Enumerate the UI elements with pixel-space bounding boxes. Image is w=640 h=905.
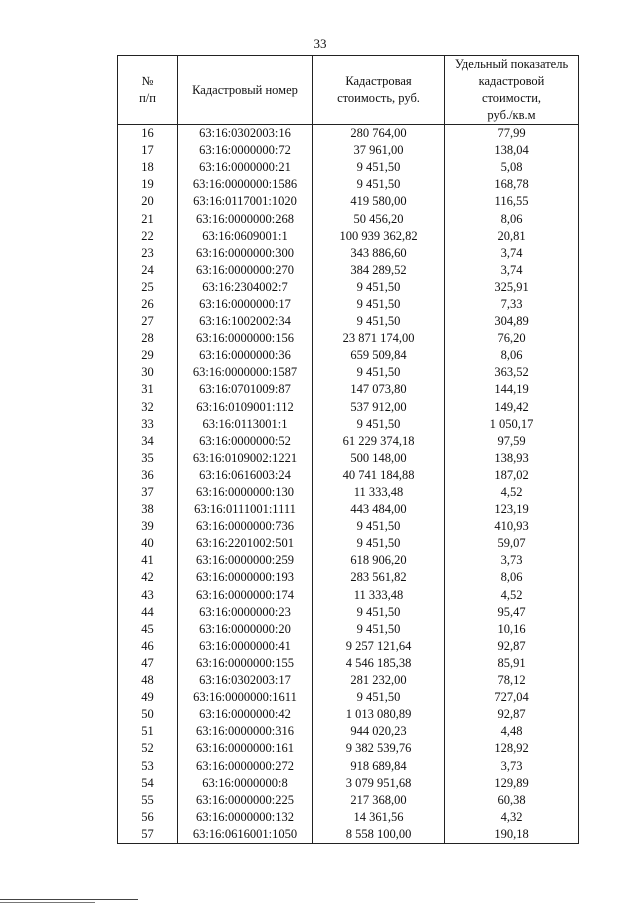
cell-cadastral-number: 63:16:0000000:1586 (178, 176, 313, 193)
cell-cadastral-value: 918 689,84 (313, 757, 445, 774)
footer-divider-secondary (0, 902, 95, 903)
table-row (118, 706, 579, 723)
cell-cadastral-value: 500 148,00 (313, 450, 445, 467)
table-row (118, 279, 579, 296)
table-row (118, 552, 579, 569)
table-row (118, 467, 579, 484)
cell-cadastral-value: 659 509,84 (313, 347, 445, 364)
cell-cadastral-number: 63:16:0616003:24 (178, 467, 313, 484)
cell-row-number: 26 (118, 296, 178, 313)
cell-specific-indicator: 168,78 (445, 176, 579, 193)
cell-cadastral-number: 63:16:0609001:1 (178, 228, 313, 245)
table-row (118, 484, 579, 501)
cell-row-number: 27 (118, 313, 178, 330)
cell-specific-indicator: 4,32 (445, 809, 579, 826)
cell-cadastral-value: 944 020,23 (313, 723, 445, 740)
cell-cadastral-number: 63:16:0000000:156 (178, 330, 313, 347)
cell-row-number: 41 (118, 552, 178, 569)
cell-cadastral-value: 61 229 374,18 (313, 433, 445, 450)
cell-row-number: 32 (118, 399, 178, 416)
cell-row-number: 54 (118, 775, 178, 792)
cell-cadastral-value: 9 451,50 (313, 313, 445, 330)
cell-row-number: 49 (118, 689, 178, 706)
cell-row-number: 37 (118, 484, 178, 501)
header-specific-line-2: кадастровой (478, 74, 545, 88)
cell-row-number: 57 (118, 826, 178, 844)
cell-specific-indicator: 85,91 (445, 655, 579, 672)
cell-cadastral-number: 63:16:0111001:1111 (178, 501, 313, 518)
cell-specific-indicator: 4,48 (445, 723, 579, 740)
cell-row-number: 43 (118, 587, 178, 604)
table-row (118, 159, 579, 176)
cell-specific-indicator: 3,73 (445, 552, 579, 569)
table-row (118, 587, 579, 604)
cell-specific-indicator: 92,87 (445, 638, 579, 655)
cell-cadastral-value: 40 741 184,88 (313, 467, 445, 484)
header-row (118, 56, 579, 125)
cell-cadastral-value: 384 289,52 (313, 262, 445, 279)
header-specific-line-1: Удельный показатель (454, 57, 569, 71)
cell-cadastral-number: 63:16:0000000:1587 (178, 364, 313, 381)
cell-row-number: 29 (118, 347, 178, 364)
cell-cadastral-number: 63:16:0000000:41 (178, 638, 313, 655)
cell-row-number: 24 (118, 262, 178, 279)
header-number-pp: п/п (139, 91, 156, 105)
cell-specific-indicator: 187,02 (445, 467, 579, 484)
cell-specific-indicator: 3,73 (445, 757, 579, 774)
cell-row-number: 51 (118, 723, 178, 740)
table-row (118, 655, 579, 672)
cell-specific-indicator: 138,04 (445, 142, 579, 159)
table-row (118, 775, 579, 792)
cell-specific-indicator: 138,93 (445, 450, 579, 467)
cell-cadastral-value: 1 013 080,89 (313, 706, 445, 723)
cell-cadastral-number: 63:16:0000000:36 (178, 347, 313, 364)
cell-cadastral-number: 63:16:0000000:300 (178, 245, 313, 262)
cell-specific-indicator: 123,19 (445, 501, 579, 518)
table-row (118, 604, 579, 621)
cell-specific-indicator: 76,20 (445, 330, 579, 347)
cell-cadastral-number: 63:16:0000000:268 (178, 210, 313, 227)
table-row (118, 347, 579, 364)
cell-cadastral-value: 537 912,00 (313, 399, 445, 416)
cell-row-number: 50 (118, 706, 178, 723)
table-row (118, 740, 579, 757)
cell-specific-indicator: 128,92 (445, 740, 579, 757)
cell-specific-indicator: 10,16 (445, 621, 579, 638)
header-specific-indicator (445, 56, 579, 125)
cell-cadastral-number: 63:16:0701009:87 (178, 381, 313, 398)
cell-cadastral-value: 50 456,20 (313, 210, 445, 227)
cell-cadastral-number: 63:16:0000000:161 (178, 740, 313, 757)
table-row (118, 210, 579, 227)
cell-row-number: 35 (118, 450, 178, 467)
header-row-number (118, 56, 178, 125)
cell-row-number: 46 (118, 638, 178, 655)
cell-cadastral-value: 11 333,48 (313, 484, 445, 501)
table-row (118, 330, 579, 347)
cell-cadastral-number: 63:16:0000000:155 (178, 655, 313, 672)
cell-row-number: 34 (118, 433, 178, 450)
cell-cadastral-number: 63:16:0000000:736 (178, 518, 313, 535)
table-body (118, 125, 579, 844)
cell-row-number: 40 (118, 535, 178, 552)
cell-row-number: 52 (118, 740, 178, 757)
header-specific-line-3: стоимости, (481, 91, 542, 105)
table-row (118, 142, 579, 159)
table-header (118, 56, 579, 125)
cell-cadastral-value: 280 764,00 (313, 125, 445, 143)
cell-row-number: 53 (118, 757, 178, 774)
cell-cadastral-number: 63:16:0000000:1611 (178, 689, 313, 706)
table-row (118, 381, 579, 398)
cell-specific-indicator: 78,12 (445, 672, 579, 689)
cell-row-number: 21 (118, 210, 178, 227)
cell-cadastral-number: 63:16:0000000:225 (178, 792, 313, 809)
cell-cadastral-number: 63:16:0000000:272 (178, 757, 313, 774)
cell-cadastral-number: 63:16:0000000:20 (178, 621, 313, 638)
cell-cadastral-number: 63:16:0000000:270 (178, 262, 313, 279)
cell-specific-indicator: 8,06 (445, 347, 579, 364)
cell-row-number: 16 (118, 125, 178, 143)
cell-cadastral-value: 419 580,00 (313, 193, 445, 210)
header-cadastral-value: Кадастровая стоимость, руб. (313, 56, 445, 125)
cell-specific-indicator: 325,91 (445, 279, 579, 296)
cell-cadastral-value: 9 451,50 (313, 279, 445, 296)
cell-specific-indicator: 727,04 (445, 689, 579, 706)
table-row (118, 792, 579, 809)
cell-cadastral-value: 100 939 362,82 (313, 228, 445, 245)
cell-specific-indicator: 3,74 (445, 245, 579, 262)
cell-cadastral-value: 343 886,60 (313, 245, 445, 262)
cell-cadastral-value: 3 079 951,68 (313, 775, 445, 792)
cell-row-number: 30 (118, 364, 178, 381)
table-row (118, 176, 579, 193)
header-cadastral-number: Кадастровый номер (178, 56, 313, 125)
table-row (118, 125, 579, 143)
cell-specific-indicator: 77,99 (445, 125, 579, 143)
cell-cadastral-number: 63:16:1002002:34 (178, 313, 313, 330)
cell-cadastral-number: 63:16:0000000:72 (178, 142, 313, 159)
cell-specific-indicator: 7,33 (445, 296, 579, 313)
table-row (118, 296, 579, 313)
table-row (118, 638, 579, 655)
cell-cadastral-value: 37 961,00 (313, 142, 445, 159)
cell-cadastral-value: 281 232,00 (313, 672, 445, 689)
cell-cadastral-value: 11 333,48 (313, 587, 445, 604)
header-number-sign: № (141, 74, 154, 88)
cell-cadastral-number: 63:16:0109001:112 (178, 399, 313, 416)
table-row (118, 501, 579, 518)
table-row (118, 809, 579, 826)
cell-cadastral-value: 9 451,50 (313, 364, 445, 381)
table-row (118, 262, 579, 279)
cell-specific-indicator: 304,89 (445, 313, 579, 330)
cell-cadastral-value: 9 451,50 (313, 176, 445, 193)
cell-cadastral-number: 63:16:0000000:8 (178, 775, 313, 792)
cell-cadastral-value: 147 073,80 (313, 381, 445, 398)
cell-cadastral-value: 9 451,50 (313, 604, 445, 621)
cell-row-number: 48 (118, 672, 178, 689)
cell-cadastral-number: 63:16:0000000:42 (178, 706, 313, 723)
table-row (118, 569, 579, 586)
cell-cadastral-number: 63:16:2304002:7 (178, 279, 313, 296)
cell-specific-indicator: 20,81 (445, 228, 579, 245)
cell-cadastral-value: 618 906,20 (313, 552, 445, 569)
table-row (118, 399, 579, 416)
cell-row-number: 56 (118, 809, 178, 826)
cell-cadastral-number: 63:16:0302003:16 (178, 125, 313, 143)
cell-specific-indicator: 149,42 (445, 399, 579, 416)
cell-specific-indicator: 59,07 (445, 535, 579, 552)
table-row (118, 450, 579, 467)
cadastral-table (117, 55, 579, 844)
cell-cadastral-number: 63:16:0616001:1050 (178, 826, 313, 844)
cell-row-number: 31 (118, 381, 178, 398)
cell-cadastral-value: 9 451,50 (313, 416, 445, 433)
cell-cadastral-number: 63:16:0000000:130 (178, 484, 313, 501)
cell-cadastral-number: 63:16:0000000:174 (178, 587, 313, 604)
cell-cadastral-number: 63:16:0000000:193 (178, 569, 313, 586)
table-row (118, 535, 579, 552)
table-row (118, 245, 579, 262)
cell-cadastral-number: 63:16:0000000:21 (178, 159, 313, 176)
cell-cadastral-value: 14 361,56 (313, 809, 445, 826)
cell-cadastral-number: 63:16:0000000:23 (178, 604, 313, 621)
cell-specific-indicator: 363,52 (445, 364, 579, 381)
page-number: 33 (313, 36, 327, 51)
cell-cadastral-value: 9 451,50 (313, 689, 445, 706)
cell-row-number: 25 (118, 279, 178, 296)
cell-specific-indicator: 8,06 (445, 210, 579, 227)
cell-cadastral-value: 23 871 174,00 (313, 330, 445, 347)
table-row (118, 313, 579, 330)
footer-divider (0, 899, 138, 900)
cell-row-number: 38 (118, 501, 178, 518)
cell-cadastral-number: 63:16:0302003:17 (178, 672, 313, 689)
cell-cadastral-number: 63:16:0113001:1 (178, 416, 313, 433)
cell-cadastral-value: 9 382 539,76 (313, 740, 445, 757)
cell-specific-indicator: 92,87 (445, 706, 579, 723)
cell-specific-indicator: 97,59 (445, 433, 579, 450)
cell-row-number: 17 (118, 142, 178, 159)
cell-row-number: 44 (118, 604, 178, 621)
cell-row-number: 36 (118, 467, 178, 484)
cell-cadastral-number: 63:16:2201002:501 (178, 535, 313, 552)
cell-row-number: 33 (118, 416, 178, 433)
cell-row-number: 47 (118, 655, 178, 672)
cell-cadastral-number: 63:16:0109002:1221 (178, 450, 313, 467)
cell-cadastral-number: 63:16:0117001:1020 (178, 193, 313, 210)
cell-specific-indicator: 8,06 (445, 569, 579, 586)
cell-specific-indicator: 116,55 (445, 193, 579, 210)
table-row (118, 433, 579, 450)
cell-row-number: 22 (118, 228, 178, 245)
table-row (118, 672, 579, 689)
cell-cadastral-value: 9 451,50 (313, 621, 445, 638)
cell-cadastral-number: 63:16:0000000:132 (178, 809, 313, 826)
cell-cadastral-number: 63:16:0000000:259 (178, 552, 313, 569)
cell-cadastral-number: 63:16:0000000:316 (178, 723, 313, 740)
cell-row-number: 55 (118, 792, 178, 809)
cell-row-number: 42 (118, 569, 178, 586)
table-row (118, 228, 579, 245)
table-row (118, 193, 579, 210)
cell-specific-indicator: 3,74 (445, 262, 579, 279)
table-row (118, 723, 579, 740)
table-row (118, 826, 579, 844)
cell-cadastral-value: 9 451,50 (313, 535, 445, 552)
cell-specific-indicator: 144,19 (445, 381, 579, 398)
cell-specific-indicator: 95,47 (445, 604, 579, 621)
cell-row-number: 18 (118, 159, 178, 176)
cell-cadastral-value: 9 451,50 (313, 296, 445, 313)
cell-cadastral-value: 283 561,82 (313, 569, 445, 586)
cell-cadastral-value: 217 368,00 (313, 792, 445, 809)
cell-row-number: 28 (118, 330, 178, 347)
cell-cadastral-value: 9 451,50 (313, 159, 445, 176)
cell-cadastral-value: 9 451,50 (313, 518, 445, 535)
cell-cadastral-number: 63:16:0000000:52 (178, 433, 313, 450)
cell-specific-indicator: 190,18 (445, 826, 579, 844)
cell-specific-indicator: 129,89 (445, 775, 579, 792)
cell-specific-indicator: 60,38 (445, 792, 579, 809)
cell-specific-indicator: 5,08 (445, 159, 579, 176)
cell-cadastral-number: 63:16:0000000:17 (178, 296, 313, 313)
cell-cadastral-value: 443 484,00 (313, 501, 445, 518)
cell-specific-indicator: 1 050,17 (445, 416, 579, 433)
cell-row-number: 20 (118, 193, 178, 210)
cell-specific-indicator: 4,52 (445, 484, 579, 501)
cell-specific-indicator: 410,93 (445, 518, 579, 535)
table-row (118, 364, 579, 381)
table-row (118, 416, 579, 433)
cell-cadastral-value: 9 257 121,64 (313, 638, 445, 655)
cell-cadastral-value: 4 546 185,38 (313, 655, 445, 672)
header-specific-line-4: руб./кв.м (487, 108, 536, 122)
cell-cadastral-value: 8 558 100,00 (313, 826, 445, 844)
table-row (118, 621, 579, 638)
cell-specific-indicator: 4,52 (445, 587, 579, 604)
cell-row-number: 23 (118, 245, 178, 262)
cell-row-number: 19 (118, 176, 178, 193)
cell-row-number: 39 (118, 518, 178, 535)
table-row (118, 518, 579, 535)
table-row (118, 757, 579, 774)
table-row (118, 689, 579, 706)
cell-row-number: 45 (118, 621, 178, 638)
